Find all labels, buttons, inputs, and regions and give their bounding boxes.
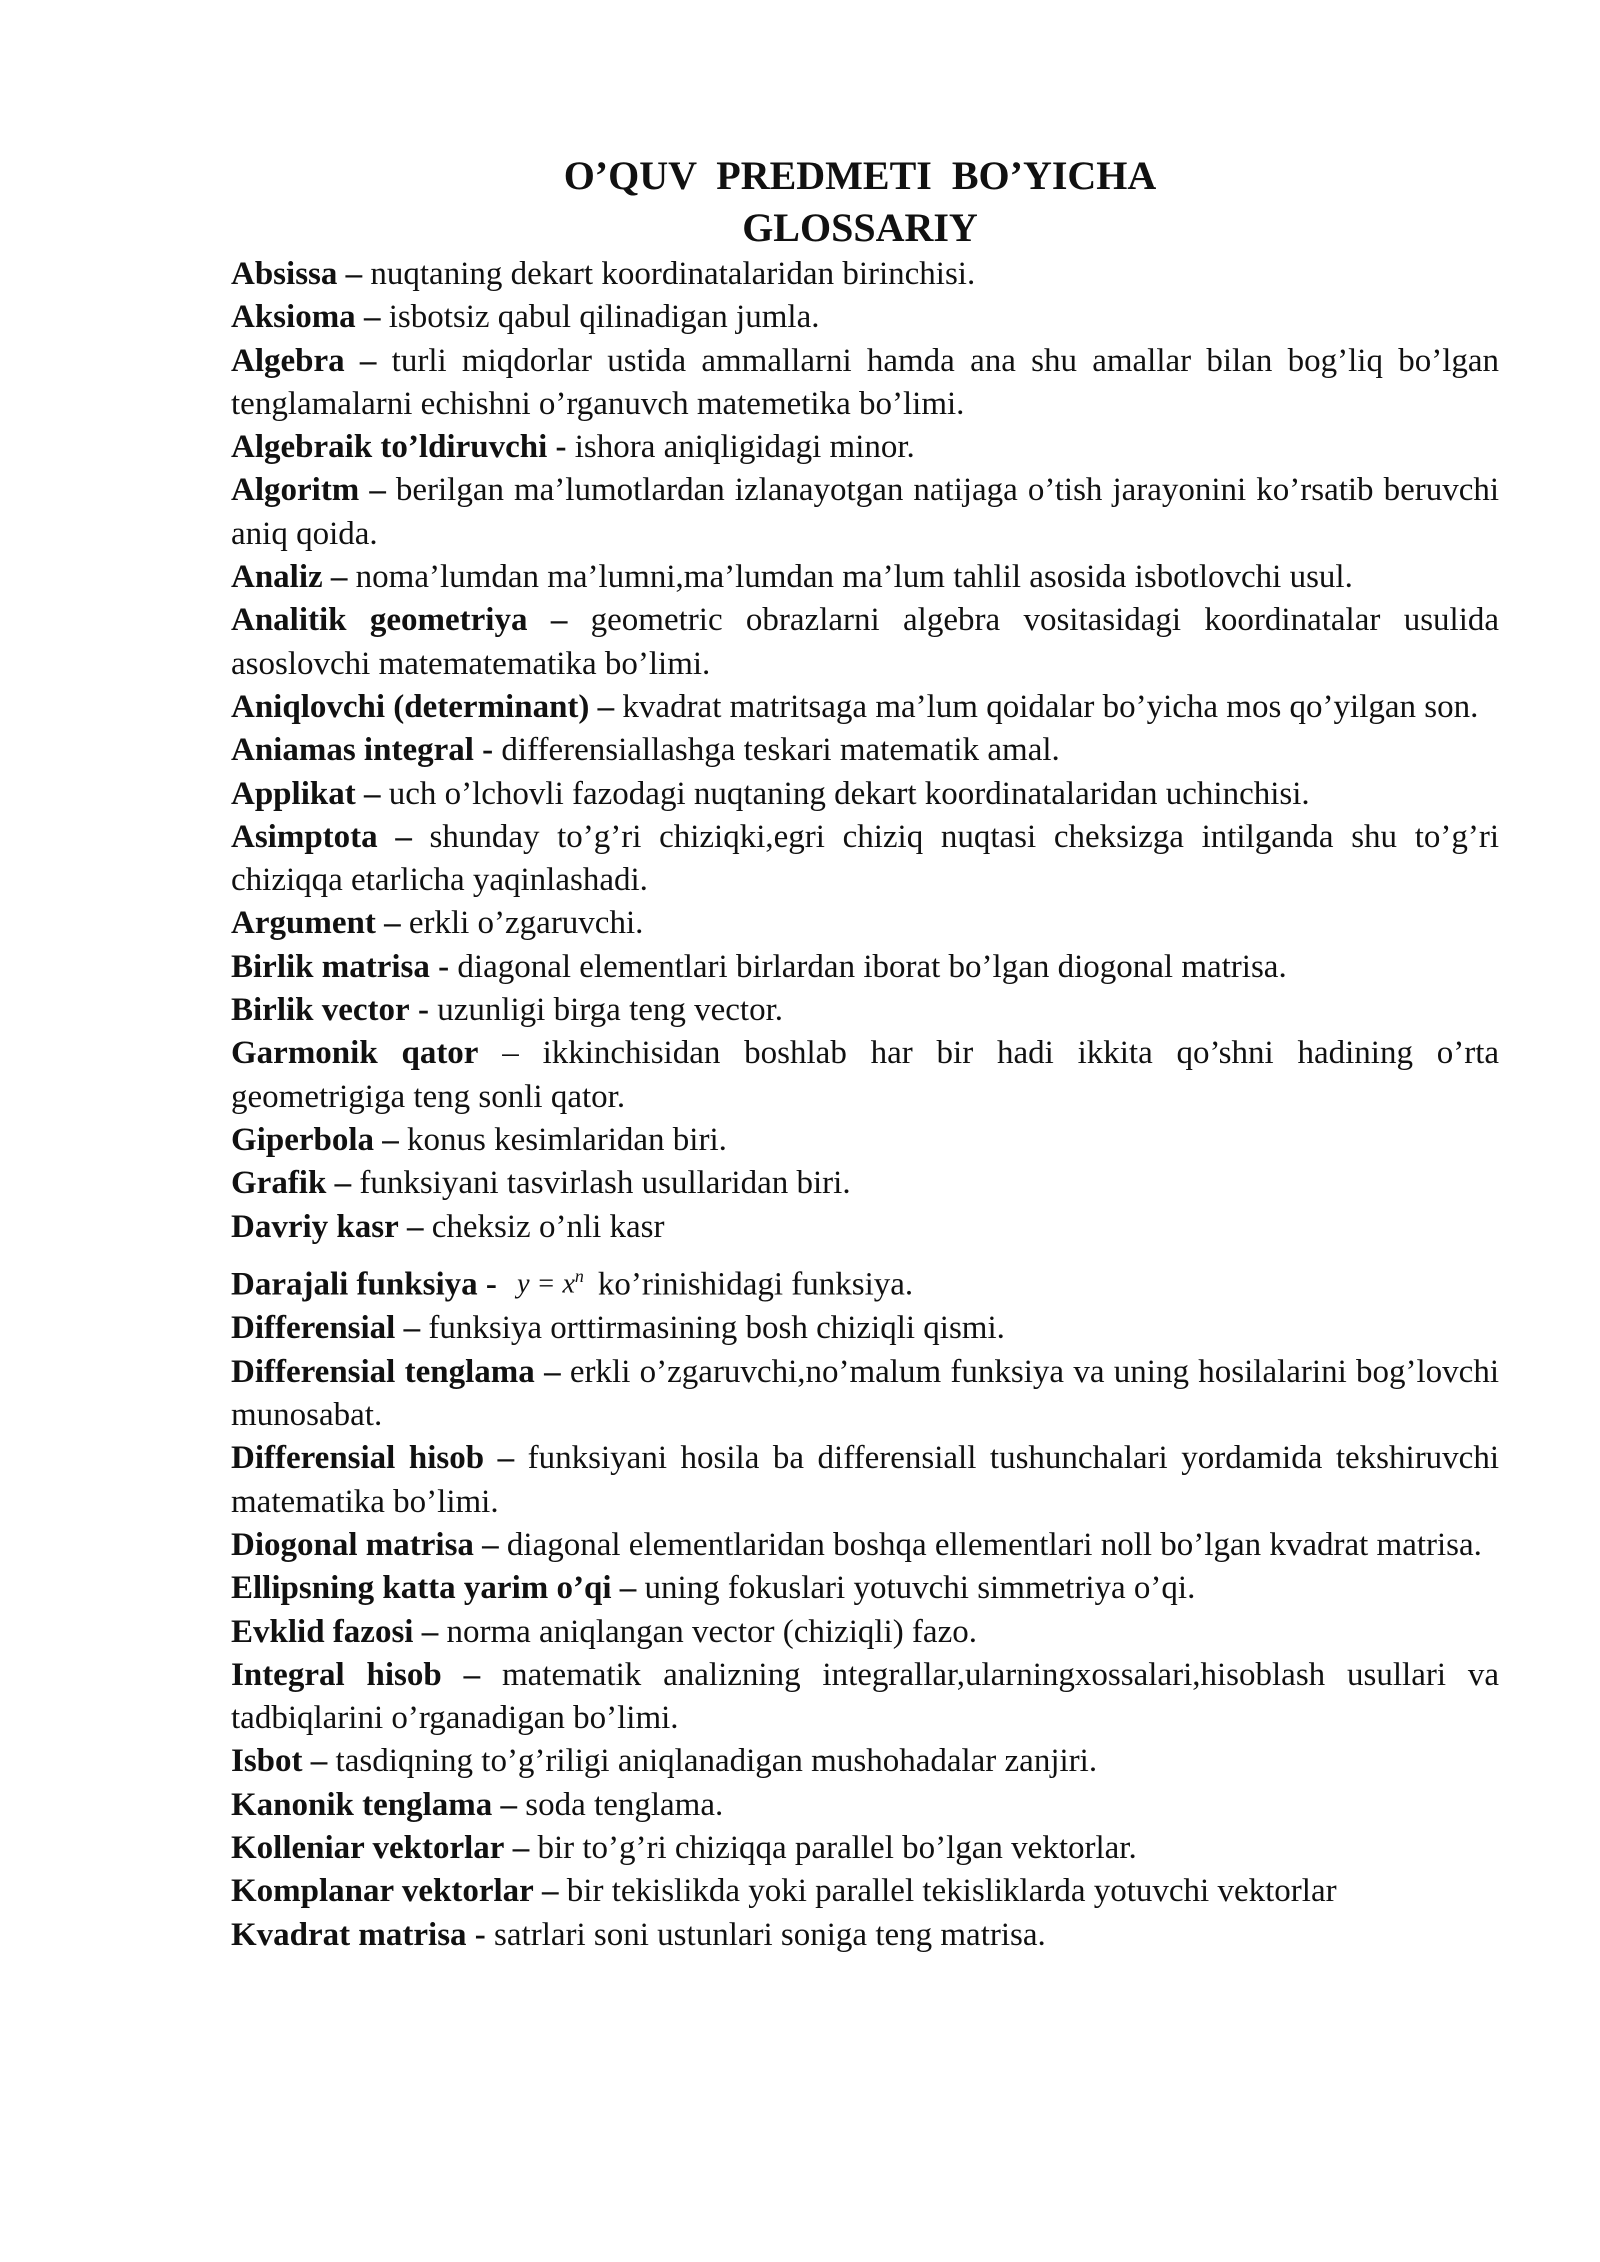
glossary-separator: – [384, 905, 401, 942]
glossary-entry [231, 556, 1499, 599]
glossary-definition: ishora aniqligidagi minor. [574, 429, 915, 466]
glossary-definition: ko’rinishidagi funksiya. [597, 1266, 914, 1303]
glossary-term: Komplanar vektorlar [231, 1873, 534, 1910]
glossary-separator: – [330, 559, 348, 596]
glossary-definition: isbotsiz qabul qilinadigan jumla. [388, 299, 820, 336]
glossary-entry [231, 1206, 1499, 1249]
title-line-2: GLOSSARIY [742, 205, 978, 250]
glossary-term: Darajali funksiya [231, 1266, 478, 1303]
glossary-definition: cheksiz o’nli kasr [431, 1208, 665, 1245]
glossary-entry [231, 296, 1499, 339]
glossary-entry [231, 1162, 1499, 1205]
glossary-separator: – [619, 1570, 637, 1607]
glossary-separator: – [334, 1165, 352, 1202]
glossary-entry [231, 902, 1499, 945]
glossary-entry [231, 1119, 1499, 1162]
glossary-separator: – [463, 1656, 481, 1693]
glossary-term: Integral hisob [231, 1656, 442, 1693]
glossary-separator: - [438, 948, 450, 985]
glossary-term: Kolleniar vektorlar [231, 1830, 505, 1867]
glossary-definition: uzunligi birga teng vector. [437, 992, 784, 1029]
glossary-term: Algoritm [231, 472, 360, 509]
glossary-term: Ellipsning katta yarim o’qi [231, 1570, 612, 1607]
glossary-term: Garmonik qator [231, 1035, 479, 1072]
glossary-list [231, 253, 1499, 1957]
glossary-term: Argument [231, 905, 376, 942]
glossary-term: Differensial tenglama [231, 1353, 535, 1390]
glossary-term: Evklid fazosi [231, 1613, 414, 1650]
glossary-term: Diogonal matrisa [231, 1526, 474, 1563]
glossary-entry [231, 426, 1499, 469]
glossary-definition: berilgan ma’lumotlardan izlanayotgan natijaga o’tish jarayonini ko’rsatib beruvchi aniq qoida. [231, 472, 1500, 552]
glossary-separator: – [500, 1786, 518, 1823]
glossary-separator: – [542, 1873, 559, 1910]
glossary-definition: bir to’g’ri chiziqqa parallel bo’lgan vektorlar. [537, 1830, 1137, 1867]
glossary-separator: – [597, 688, 615, 725]
glossary-term: Applikat [231, 775, 356, 812]
glossary-separator: – [497, 1440, 515, 1477]
glossary-entry [231, 1437, 1499, 1524]
glossary-term: Aniamas integral [231, 732, 474, 769]
glossary-definition: ikkinchisidan boshlab har bir hadi ikkita qo’shni hadining o’rta geometrigiga teng sonli qator. [231, 1035, 1500, 1115]
glossary-term: Birlik vector [231, 992, 410, 1029]
glossary-separator: - [474, 1916, 486, 1953]
glossary-definition: erkli o’zgaruvchi. [408, 905, 644, 942]
glossary-term: Asimptota [231, 818, 378, 855]
glossary-entry [231, 1351, 1499, 1438]
glossary-term: Birlik matrisa [231, 948, 430, 985]
glossary-separator: – [363, 775, 381, 812]
glossary-separator: – [550, 602, 568, 639]
glossary-entry [231, 469, 1499, 556]
glossary-definition: funksiyani tasvirlash usullaridan biri. [359, 1165, 851, 1202]
glossary-separator: – [512, 1830, 530, 1867]
glossary-entry [231, 1654, 1499, 1741]
glossary-definition: satrlari soni ustunlari soniga teng matrisa. [494, 1916, 1046, 1953]
glossary-separator: – [421, 1613, 439, 1650]
glossary-separator: – [359, 342, 377, 379]
page-title [0, 150, 1600, 254]
glossary-entry [231, 340, 1499, 427]
formula-base: y = x [517, 1268, 575, 1300]
glossary-entry [231, 1827, 1499, 1870]
glossary-separator: – [395, 818, 412, 855]
glossary-entry [231, 773, 1499, 816]
glossary-separator: - [417, 992, 429, 1029]
glossary-entry [231, 599, 1499, 686]
title-line-1: O’QUV PREDMETI BO’YICHA [563, 153, 1157, 198]
glossary-separator: – [382, 1121, 399, 1158]
glossary-separator: - [555, 429, 567, 466]
glossary-definition: diagonal elementlaridan boshqa ellementlari noll bo’lgan kvadrat matrisa. [506, 1526, 1482, 1563]
glossary-definition: kvadrat matritsaga ma’lum qoidalar bo’yicha mos qo’yilgan son. [622, 688, 1479, 725]
glossary-separator: – [369, 472, 386, 509]
glossary-entry [231, 1567, 1499, 1610]
glossary-definition: shunday to’g’ri chiziqki,egri chiziq nuqtasi cheksizga intilganda shu to’g’ri chiziqqa etarlicha yaqinlashadi. [231, 818, 1500, 899]
glossary-entry [231, 816, 1499, 903]
glossary-definition: differensiallashga teskari matematik amal. [501, 732, 1060, 769]
glossary-separator: - [482, 732, 494, 769]
glossary-definition: matematik analizning integrallar,ularningxossalari,hisoblash usullari va tadbiqlarini o’rganadigan bo’limi. [231, 1656, 1500, 1737]
glossary-separator: – [407, 1208, 424, 1245]
glossary-definition: uning fokuslari yotuvchi simmetriya o’qi. [644, 1570, 1196, 1607]
glossary-entry [231, 1740, 1499, 1783]
glossary-term: Algebra [231, 342, 345, 379]
glossary-term: Differensial hisob [231, 1440, 485, 1477]
glossary-entry [231, 1784, 1499, 1827]
glossary-term: Absissa [231, 256, 338, 292]
glossary-entry [231, 253, 1499, 296]
glossary-definition: noma’lumdan ma’lumni,ma’lumdan ma’lum tahlil asosida isbotlovchi usul. [355, 559, 1353, 596]
glossary-entry [231, 1307, 1499, 1350]
glossary-separator: – [502, 1035, 519, 1072]
glossary-entry [231, 1032, 1499, 1119]
glossary-entry [231, 946, 1499, 989]
glossary-term: Analiz [231, 559, 323, 596]
glossary-definition: bir tekislikda yoki parallel tekisliklarda yotuvchi vektorlar [566, 1873, 1337, 1910]
glossary-entry [231, 1611, 1499, 1654]
glossary-definition: diagonal elementlari birlardan iborat bo’lgan diogonal matrisa. [457, 948, 1287, 985]
glossary-term: Kvadrat matrisa [231, 1916, 467, 1953]
glossary-separator: – [345, 256, 363, 292]
glossary-entry [231, 989, 1499, 1032]
formula [517, 1255, 584, 1306]
glossary-definition: erkli o’zgaruvchi,no’malum funksiya va uning hosilalarini bog’lovchi munosabat. [231, 1353, 1499, 1434]
glossary-entry [231, 686, 1499, 729]
glossary-definition: konus kesimlaridan biri. [407, 1121, 727, 1158]
glossary-term: Kanonik tenglama [231, 1786, 493, 1823]
glossary-separator: – [403, 1310, 421, 1347]
glossary-separator: – [544, 1353, 561, 1390]
glossary-entry [231, 729, 1499, 772]
glossary-term: Isbot [231, 1743, 303, 1780]
glossary-separator: – [363, 299, 381, 336]
glossary-term: Analitik geometriya [231, 602, 528, 639]
glossary-entry [231, 1524, 1499, 1567]
glossary-definition: funksiya orttirmasining bosh chiziqli qismi. [428, 1310, 1005, 1347]
glossary-term: Aniqlovchi (determinant) [231, 688, 590, 725]
glossary-definition: soda tenglama. [525, 1786, 724, 1823]
glossary-separator: - [485, 1266, 497, 1303]
formula-exponent: n [574, 1265, 584, 1286]
glossary-entry [231, 1257, 1499, 1308]
glossary-term: Davriy kasr [231, 1208, 399, 1245]
glossary-definition: uch o’lchovli fazodagi nuqtaning dekart koordinatalaridan uchinchisi. [388, 775, 1310, 812]
glossary-definition: funksiyani hosila ba differensiall tushunchalari yordamida tekshiruvchi matematika bo’limi. [231, 1440, 1499, 1520]
glossary-definition: tasdiqning to’g’riligi aniqlanadigan mushohadalar zanjiri. [335, 1743, 1098, 1780]
glossary-entry [231, 1870, 1499, 1913]
glossary-term: Differensial [231, 1310, 396, 1347]
glossary-definition: norma aniqlangan vector (chiziqli) fazo. [446, 1613, 977, 1650]
glossary-definition: turli miqdorlar ustida ammallarni hamda ana shu amallar bilan bog’liq bo’lgan tenglamalarni echishni o’rganuvch matemetika bo’limi. [231, 342, 1500, 422]
glossary-separator: – [310, 1743, 328, 1780]
glossary-definition: nuqtaning dekart koordinatalaridan birinchisi. [370, 256, 976, 292]
glossary-term: Aksioma [231, 299, 356, 336]
glossary-entry [231, 1914, 1499, 1957]
glossary-definition: geometric obrazlarni algebra vositasidagi koordinatalar usulida asoslovchi matematematika bo’limi. [231, 602, 1500, 682]
glossary-separator: – [482, 1526, 499, 1563]
glossary-term: Giperbola [231, 1121, 375, 1158]
glossary-term: Grafik [231, 1165, 327, 1202]
glossary-term: Algebraik to’ldiruvchi [231, 429, 548, 466]
